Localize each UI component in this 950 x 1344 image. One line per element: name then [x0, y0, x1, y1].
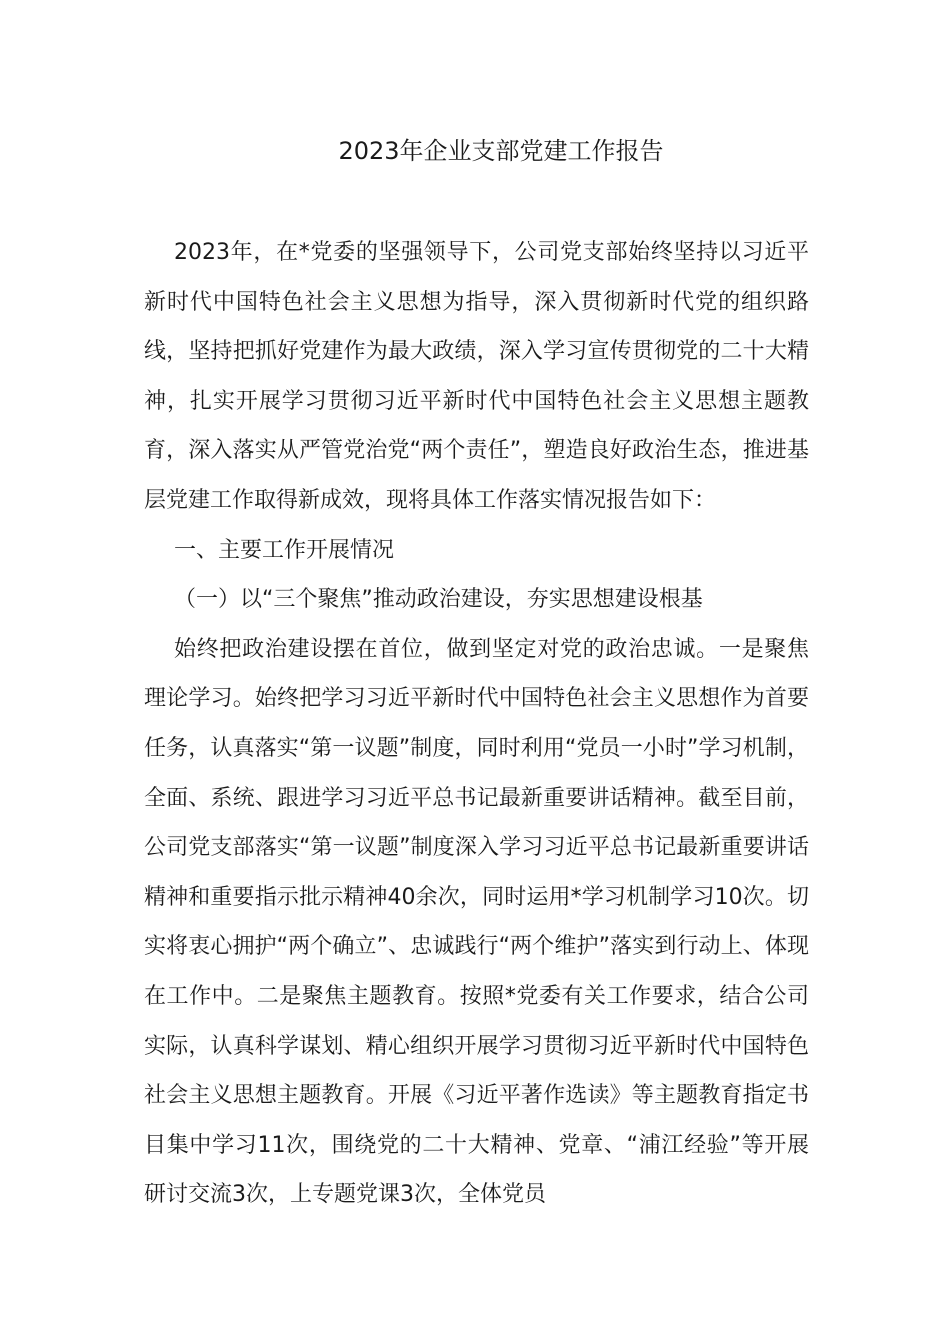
document-body [144, 228, 809, 1220]
section-heading: 一、主要工作开展情况 [174, 537, 395, 563]
body-paragraph: 始终把政治建设摆在首位，做到坚定对党的政治忠诚。一是聚焦理论学习。始终把学习习近平新时代中国特色社会主义思想作为首要任务，认真落实“第一议题”制度，同时利用“党员一小时”学习机制，全面、系统、跟进学习习近平总书记最新重要讲话精神。截至目前，公司党支部落实“第一议题”制度深入学习习近平总书记最新重要讲话精神和重要指示批示精神40余次，同时运用*学习机制学习10次。切实将衷心拥护“两个确立”、忠诚践行“两个维护”落实到行动上、体现在工作中。二是聚焦主题教育。按照*党委有关工作要求，结合公司实际，认真科学谋划、精心组织开展学习贯彻习近平新时代中国特色社会主义思想主题教育。开展《习近平著作选读》等主题教育指定书目集中学习11次，围绕党的二十大精神、党章、“浦江经验”等开展研讨交流3次，上专题党课3次，全体党员 [144, 636, 809, 1208]
intro-paragraph: 2023年，在*党委的坚强领导下，公司党支部始终坚持以习近平新时代中国特色社会主义思想为指导，深入贯彻新时代党的组织路线，坚持把抓好党建作为最大政绩，深入学习宣传贯彻党的二十大精神，扎实开展学习贯彻习近平新时代中国特色社会主义思想主题教育，深入落实从严管党治党“两个责任”，塑造良好政治生态，推进基层党建工作取得新成效，现将具体工作落实情况报告如下： [144, 240, 809, 513]
document-title: 2023年企业支部党建工作报告 [338, 137, 664, 165]
subsection-heading: （一）以“三个聚焦”推动政治建设，夯实思想建设根基 [174, 587, 703, 613]
